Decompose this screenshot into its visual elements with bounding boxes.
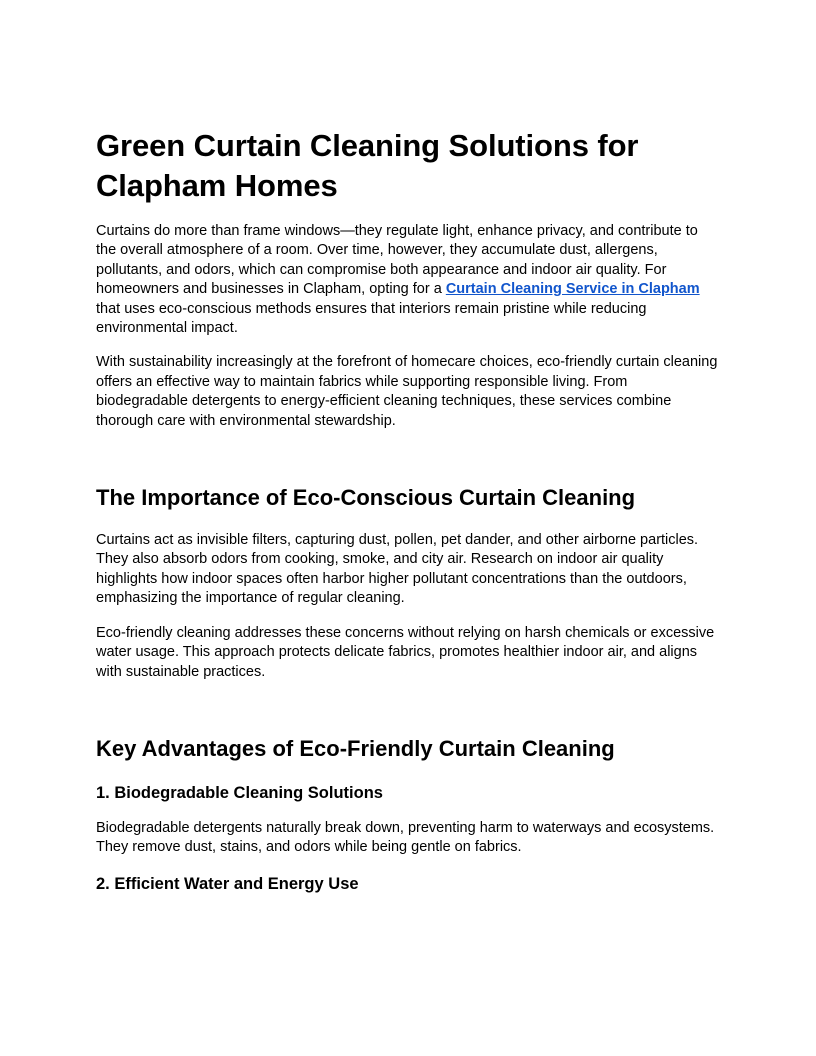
curtain-cleaning-service-link[interactable]: Curtain Cleaning Service in Clapham <box>445 281 700 298</box>
section-heading-importance: The Importance of Eco-Conscious Curtain Cleaning <box>96 485 636 511</box>
intro-text-before-link: Curtains do more than frame windows—they regulate light, enhance privacy, and contribute to the overall atmosphere of a room. Over time, however, they accumulate dust, allergens, pollutants, and odors, which can compromise both appearance and indoor air quality. For homeowners and businesses in Clapham, opting for a <box>96 223 698 298</box>
page-title: Green Curtain Cleaning Solutions for Clapham Homes <box>96 128 639 203</box>
importance-paragraph-1: Curtains act as invisible filters, capturing dust, pollen, pet dander, and other airborne particles. They also absorb odors from cooking, smoke, and city air. Research on indoor air quality highlights how indoor spaces often harbor higher pollutant concentrations than the outdoors, emphasizing the importance of regular cleaning. <box>96 532 699 607</box>
document-page <box>96 126 720 895</box>
intro-paragraph-1 <box>96 222 720 338</box>
biodegradable-paragraph: Biodegradable detergents naturally break down, preventing harm to waterways and ecosystems. They remove dust, stains, and odors while being gentle on fabrics. <box>96 819 715 856</box>
intro-paragraph-2: With sustainability increasingly at the forefront of homecare choices, eco-friendly curtain cleaning offers an effective way to maintain fabrics while supporting responsible living. From biodegradable detergents to energy-efficient cleaning techniques, these services combine thorough care with environmental stewardship. <box>96 354 718 429</box>
intro-text-after-link: that uses eco-conscious methods ensures that interiors remain pristine while reducing environmental impact. <box>96 300 647 337</box>
subheading-water-energy: 2. Efficient Water and Energy Use <box>96 874 359 893</box>
subheading-biodegradable: 1. Biodegradable Cleaning Solutions <box>96 783 383 802</box>
section-heading-advantages: Key Advantages of Eco-Friendly Curtain Cleaning <box>96 735 615 761</box>
importance-paragraph-2: Eco-friendly cleaning addresses these concerns without relying on harsh chemicals or excessive water usage. This approach protects delicate fabrics, promotes healthier indoor air, and aligns with sustainable practices. <box>96 624 715 680</box>
